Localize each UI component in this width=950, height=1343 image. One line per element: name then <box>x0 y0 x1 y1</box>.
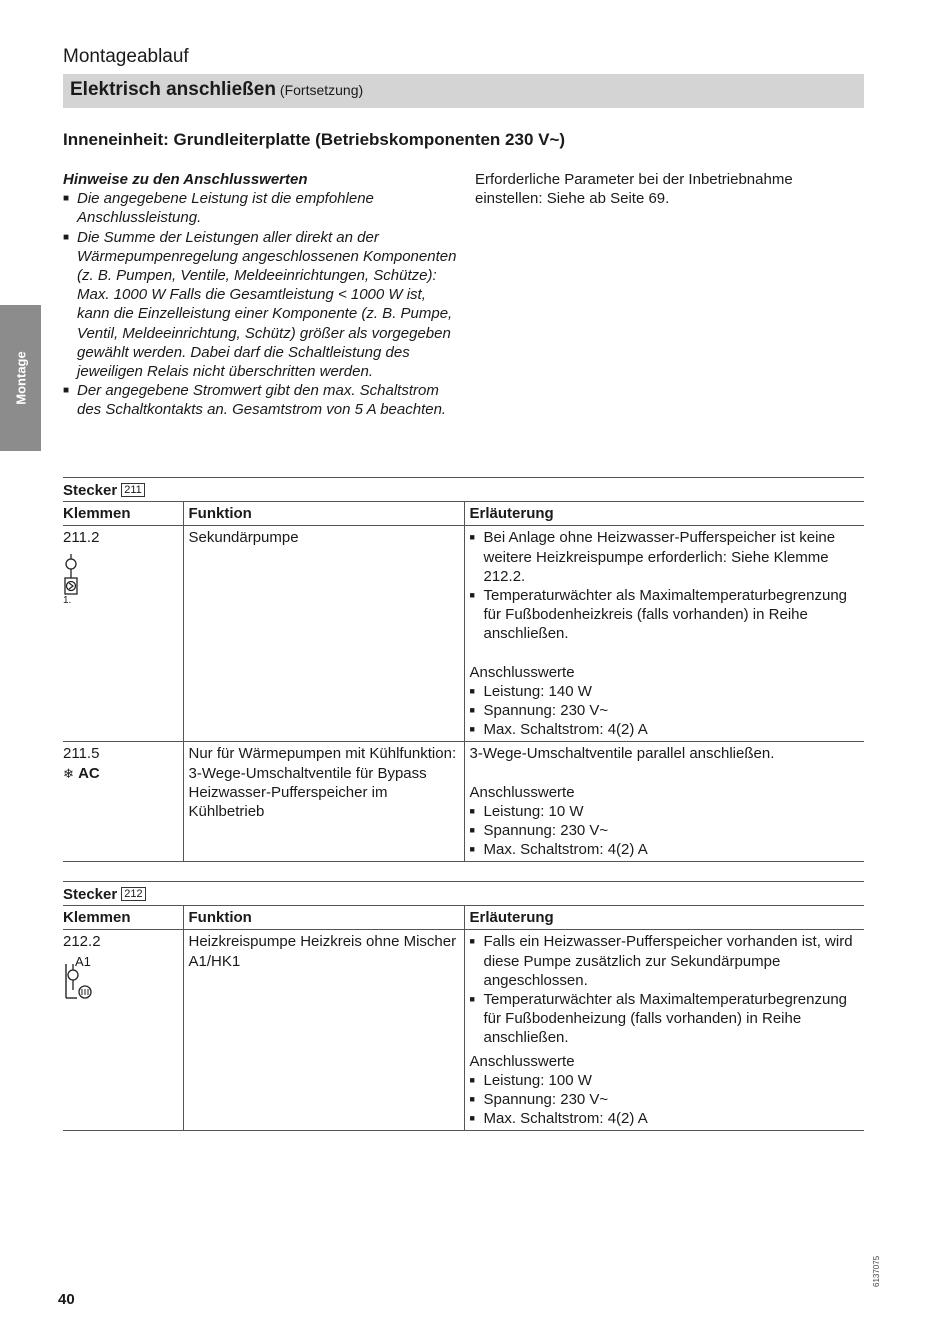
header-funktion: Funktion <box>183 502 464 526</box>
icon-label: A1 <box>75 953 91 969</box>
subheading: Inneneinheit: Grundleiterplatte (Betriebskomponenten 230 V~) <box>63 130 566 149</box>
anschluss-item: ■ Spannung: 230 V~ <box>470 701 860 720</box>
anschluss-item: ■ Leistung: 100 W <box>470 1071 860 1090</box>
funktion-cell: Heizkreispumpe Heizkreis ohne Mischer A1/HK1 <box>183 930 464 1131</box>
anschluss-item: ■ Max. Schaltstrom: 4(2) A <box>470 840 860 859</box>
anschluss-item: ■ Leistung: 10 W <box>470 802 860 821</box>
section-label: Montageablauf <box>63 46 189 67</box>
notes-block <box>63 170 458 420</box>
anschluss-title: Anschlusswerte <box>469 783 575 801</box>
klemme-cell <box>63 526 183 742</box>
icon-note: 1. <box>63 594 72 606</box>
page-title <box>70 79 363 101</box>
page-title-text: Elektrisch anschließen <box>70 79 276 100</box>
snowflake-icon: ❄ <box>63 765 74 781</box>
page-number: 40 <box>58 1291 75 1308</box>
anschluss-item: ■ Leistung: 140 W <box>470 682 860 701</box>
heating-pump-icon <box>63 958 99 1016</box>
header-klemmen: Klemmen <box>63 906 183 930</box>
notes-heading: Hinweise zu den Anschlusswerten <box>63 171 308 188</box>
stecker-caption <box>63 882 864 906</box>
stecker-number: 211 <box>121 483 145 497</box>
stecker-label: Stecker <box>63 886 118 903</box>
bullet-item: ■ Temperaturwächter als Maximaltemperaturbegrenzung für Fußbodenheizung (falls vorhanden) in Reihe anschließen. <box>470 990 860 1048</box>
bullet-item: ■ Temperaturwächter als Maximaltemperaturbegrenzung für Fußbodenheizkreis (falls vorhanden) in Reihe anschließen. <box>470 586 860 644</box>
erlaeuterung-cell <box>464 930 864 1131</box>
funktion-cell: Nur für Wärmepumpen mit Kühlfunktion: 3-Wege-Umschaltventile für Bypass Heizwasser-Pufferspeicher im Kühlbetrieb <box>183 742 464 862</box>
heating-circuit-symbol <box>63 952 178 1012</box>
bullet-item: ■ Falls ein Heizwasser-Pufferspeicher vorhanden ist, wird diese Pumpe zusätzlich zur Sekundärpumpe angeschlossen. <box>470 932 860 990</box>
stecker-label: Stecker <box>63 482 118 499</box>
header-klemmen: Klemmen <box>63 502 183 526</box>
stecker-211-table <box>63 477 864 862</box>
klemme-number: 211.5 <box>63 745 100 763</box>
side-tab-label: Montage <box>13 351 28 405</box>
header-funktion: Funktion <box>183 906 464 930</box>
title-bar <box>63 74 864 108</box>
page-title-suffix: (Fortsetzung) <box>279 82 364 98</box>
ac-label: AC <box>78 764 100 782</box>
pump-symbol-icon <box>63 554 93 618</box>
anschluss-list <box>470 682 860 740</box>
bullet-item: ■ Bei Anlage ohne Heizwasser-Pufferspeicher ist keine weitere Heizkreispumpe erforderlich: Siehe Klemme 212.2. <box>470 528 860 586</box>
anschluss-title: Anschlusswerte <box>469 663 575 681</box>
note-item: ■ Die angegebene Leistung ist die empfohlene Anschlussleistung. <box>63 189 458 227</box>
anschluss-list <box>470 802 860 860</box>
header-erlaeuterung: Erläuterung <box>464 502 864 526</box>
funktion-cell: Sekundärpumpe <box>183 526 464 742</box>
anschluss-item: ■ Spannung: 230 V~ <box>470 1090 860 1109</box>
header-erlaeuterung: Erläuterung <box>464 906 864 930</box>
bullet-list <box>470 932 860 1047</box>
anschluss-item: ■ Max. Schaltstrom: 4(2) A <box>470 1109 860 1128</box>
stecker-212-table <box>63 881 864 1131</box>
klemme-number: 212.2 <box>63 933 101 951</box>
klemme-number: 211.2 <box>63 529 100 547</box>
anschluss-item: ■ Max. Schaltstrom: 4(2) A <box>470 720 860 739</box>
klemme-cell <box>63 742 183 862</box>
anschluss-title: Anschlusswerte <box>469 1052 575 1070</box>
anschluss-item: ■ Spannung: 230 V~ <box>470 821 860 840</box>
params-text: Erforderliche Parameter bei der Inbetriebnahme einstellen: Siehe ab Seite 69. <box>475 171 793 208</box>
erlaeuterung-cell <box>464 742 864 862</box>
note-item: ■ Der angegebene Stromwert gibt den max. Schaltstrom des Schaltkontakts an. Gesamtstrom von 5 A beachten. <box>63 381 458 419</box>
note-item-text: Die Summe der Leistungen aller direkt an der Wärmepumpenregelung angeschlossenen Komponenten (z. B. Pumpen, Ventile, Meldeeinrichtungen, Schütze): Max. 1000 W Falls die Gesamtleistung < 1000 W ist, kann die Einzelleistung einer Komponente (z. B. Pumpe, Ventil, Meldeeinrichtung, Schütz) größer als vorgegeben gewählt werden. Dabei darf die Schaltleistung des jeweiligen Relais nicht überschritten werden. <box>77 228 457 381</box>
anschluss-list <box>470 1071 860 1129</box>
stecker-caption <box>63 478 864 502</box>
side-tab <box>0 305 41 451</box>
stecker-number: 212 <box>121 887 145 901</box>
document-number: 6137075 <box>872 1255 881 1287</box>
bullet-list <box>470 528 860 643</box>
klemme-cell <box>63 930 183 1131</box>
note-item <box>63 228 458 382</box>
erlaeuterung-text: 3-Wege-Umschaltventile parallel anschließen. <box>469 745 775 763</box>
erlaeuterung-cell <box>464 526 864 742</box>
klemme-sub <box>63 764 178 783</box>
notes-list <box>63 189 458 419</box>
